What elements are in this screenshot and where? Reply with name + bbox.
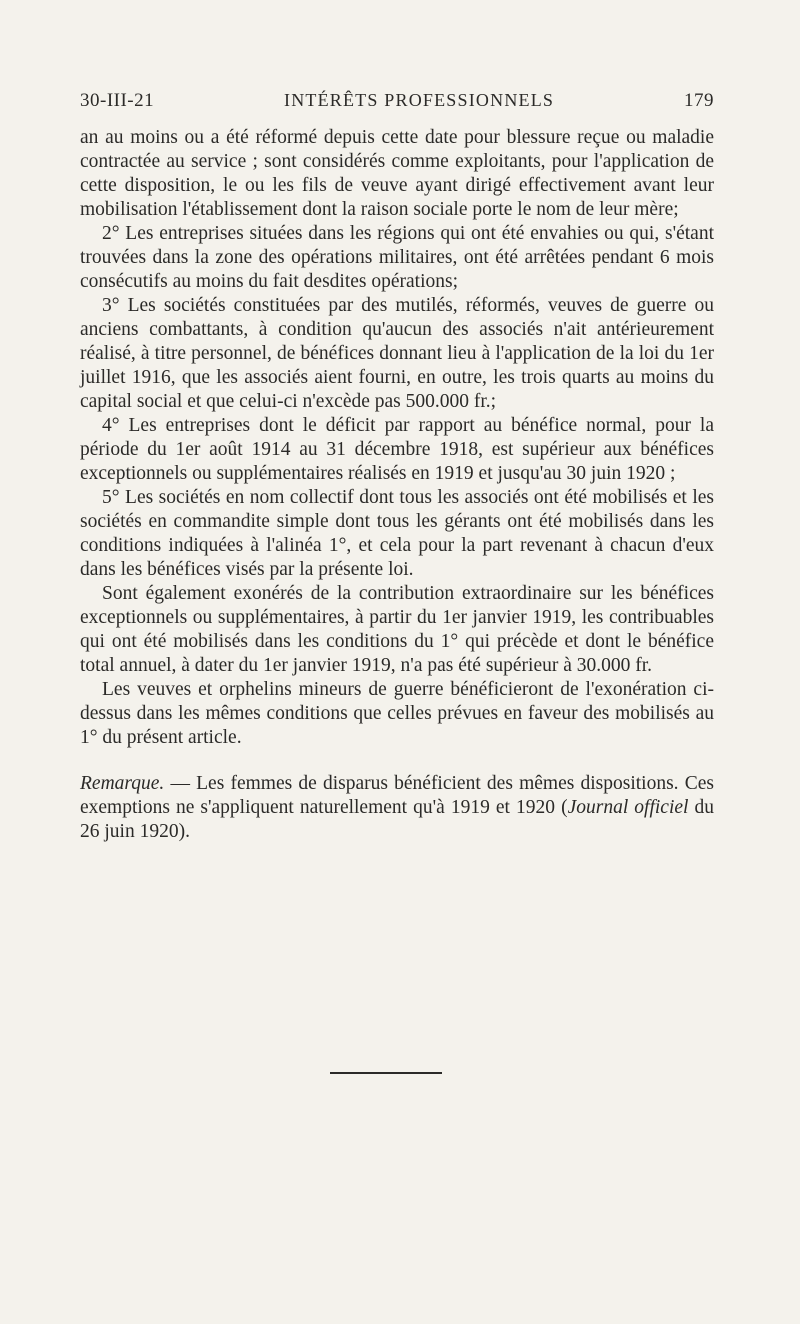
running-head [80,90,714,112]
paragraph-exemption: Sont également exonérés de la contribution extraordinaire sur les bénéfices exceptionnels ou supplémentaires, à partir du 1er janvier 1919, les contribuables qui ont été mobilisés dans les conditions du 1° qui précède et dont le bénéfice total annuel, à dater du 1er janvier 1919, n'a pas été supérieur à 30.000 fr. [80,583,714,676]
remark-paragraph [80,772,714,844]
header-date: 30-III-21 [80,90,155,111]
remark-text-after: du 26 juin 1920). [80,797,715,842]
paragraph-item-5: 5° Les sociétés en nom collectif dont tous les associés ont été mobilisés et les sociétés en commandite simple dont tous les gérants ont été mobilisés dans les conditions indiquées à l'alinéa 1°, et cela pour la part revenant à chacun d'eux dans les bénéfices visés par la présente loi. [80,487,714,580]
header-title: INTÉRÊTS PROFESSIONNELS [284,90,555,110]
page-number: 179 [684,90,714,111]
remark-text-before: — Les femmes de disparus bénéficient des mêmes dispositions. Ces exemptions ne s'appliquent naturellement qu'à 1919 et 1920 ( [80,773,714,818]
paragraph-widows: Les veuves et orphelins mineurs de guerre bénéficieront de l'exonération ci-dessus dans les mêmes conditions que celles prévues en faveur des mobilisés au 1° du présent article. [80,679,714,748]
body-text [80,126,714,844]
paragraph-continuation: an au moins ou a été réformé depuis cette date pour blessure reçue ou maladie contractée au service ; sont considérés comme exploitants, pour l'application de cette disposition, le ou les fils de veuve ayant dirigé effectivement avant leur mobilisation l'établissement dont la raison sociale porte le nom de leur mère; [80,127,714,220]
remark-journal: Journal officiel [567,797,689,818]
section-divider [330,1072,442,1074]
paragraph-item-4: 4° Les entreprises dont le déficit par rapport au bénéfice normal, pour la période du 1er août 1914 au 31 décembre 1918, est supérieur aux bénéfices exceptionnels ou supplémentaires réalisés en 1919 et jusqu'au 30 juin 1920 ; [80,415,714,484]
paragraph-item-3: 3° Les sociétés constituées par des mutilés, réformés, veuves de guerre ou anciens combattants, à condition qu'aucun des associés n'ait antérieurement réalisé, à titre personnel, de bénéfices donnant lieu à l'application de la loi du 1er juillet 1916, que les associés aient fourni, en outre, les trois quarts au moins du capital social et que celui-ci n'excède pas 500.000 fr.; [80,295,714,412]
remark-label: Remarque. [80,773,165,794]
paragraph-item-2: 2° Les entreprises situées dans les régions qui ont été envahies ou qui, s'étant trouvées dans la zone des opérations militaires, ont été arrêtées pendant 6 mois consécutifs au moins du fait desdites opérations; [80,223,714,292]
